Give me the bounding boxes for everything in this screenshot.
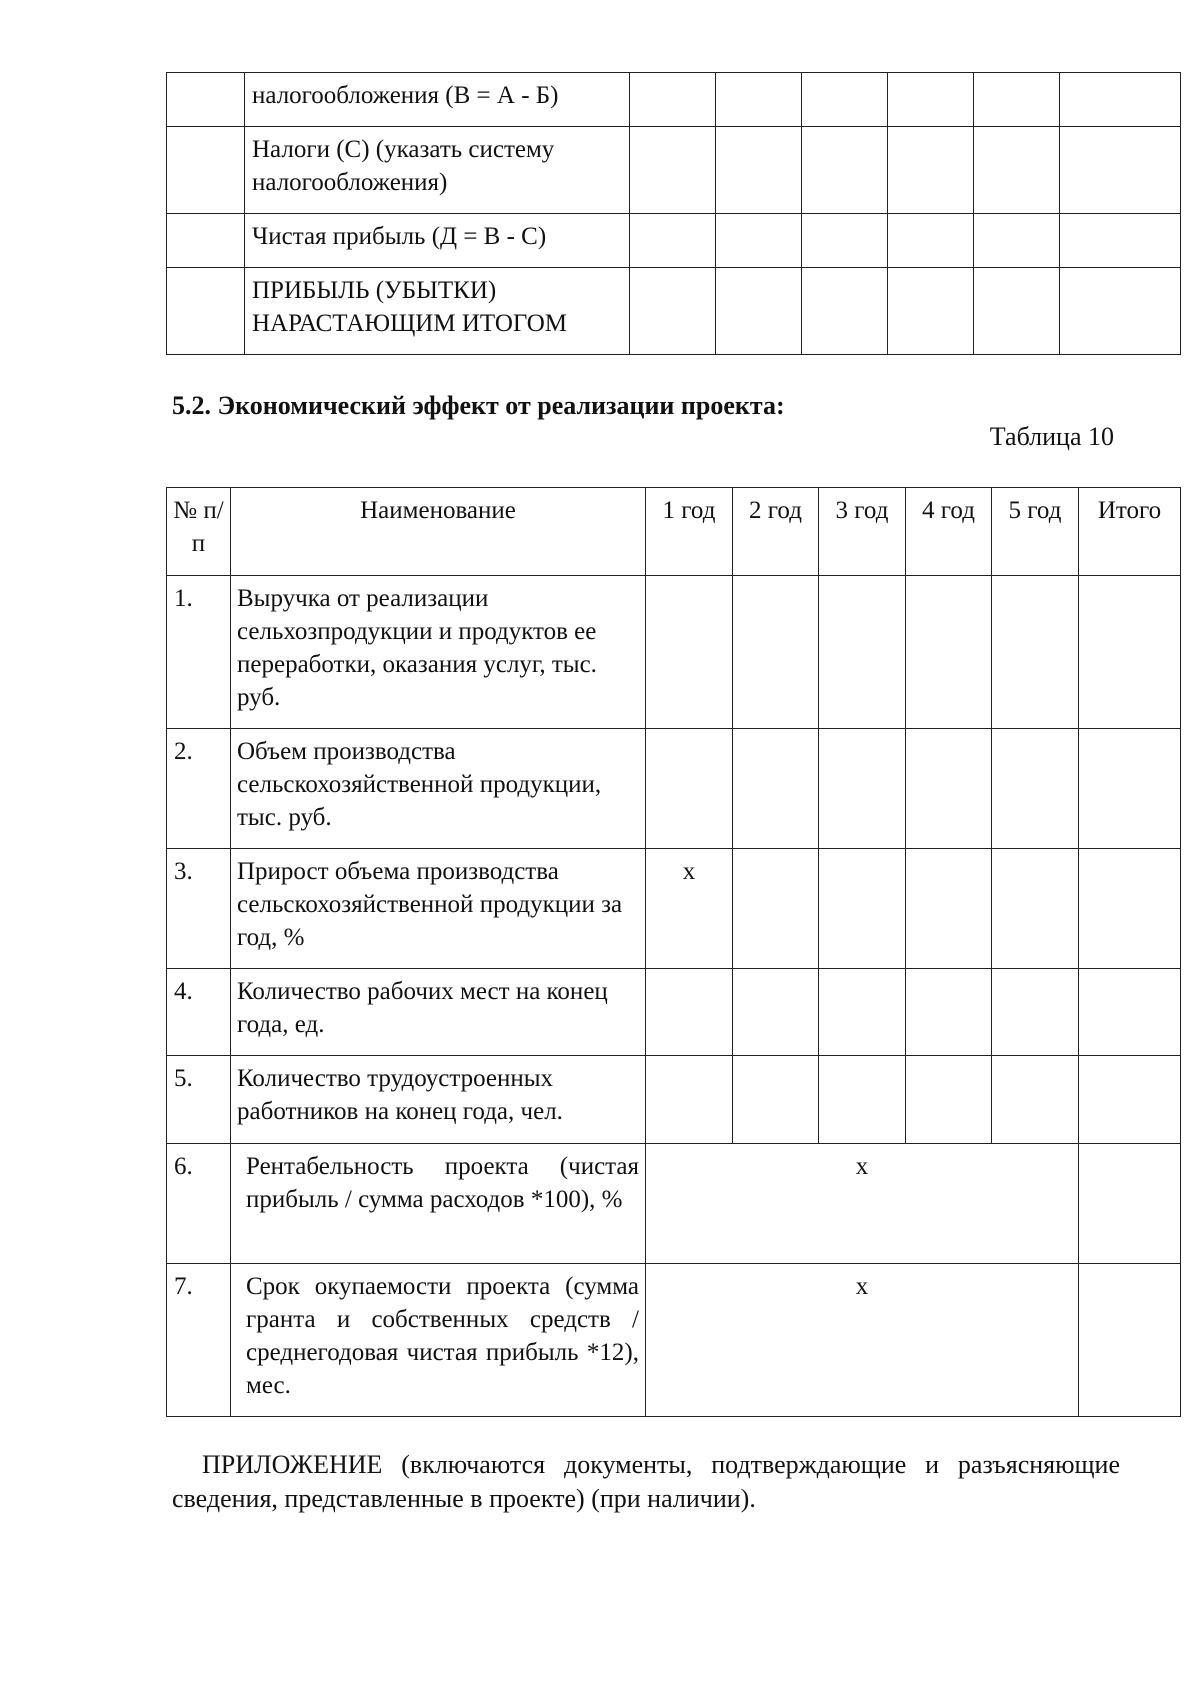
header-total: Итого (1079, 488, 1181, 576)
header-row (167, 488, 1181, 576)
profit-table-continuation (166, 72, 1181, 355)
row-label: Чистая прибыль (Д = В - С) (245, 214, 630, 268)
row-number: 3. (167, 849, 231, 969)
row-name: Рентабельность проекта (чистая прибыль / сумма расходов *100), % (231, 1144, 646, 1264)
row-label: ПРИБЫЛЬ (УБЫТКИ) НАРАСТАЮЩИМ ИТОГОМ (245, 268, 630, 355)
row-name: Количество трудоустроенных работников на конец года, чел. (231, 1056, 646, 1144)
row-number: 5. (167, 1056, 231, 1144)
table-row (167, 576, 1181, 729)
table-number-label: Таблица 10 (989, 422, 1114, 451)
table-row (167, 729, 1181, 849)
table-row (167, 127, 1181, 214)
header-year-3: 3 год (819, 488, 906, 576)
table-row (167, 969, 1181, 1056)
row-number: 4. (167, 969, 231, 1056)
table-row (167, 73, 1181, 127)
table-cell (167, 214, 245, 268)
header-year-5: 5 год (992, 488, 1079, 576)
row-name: Количество рабочих мест на конец года, ед. (231, 969, 646, 1056)
table-row (167, 1056, 1181, 1144)
row-number: 1. (167, 576, 231, 729)
table-row (167, 849, 1181, 969)
header-year-4: 4 год (906, 488, 992, 576)
header-num: № п/п (167, 488, 231, 576)
header-year-2: 2 год (733, 488, 819, 576)
header-year-1: 1 год (646, 488, 733, 576)
merged-years-mark: х (646, 1264, 1079, 1417)
row-number: 6. (167, 1144, 231, 1264)
row-label: Налоги (С) (указать систему налогообложения) (245, 127, 630, 214)
table-row (167, 1144, 1181, 1264)
row-name: Срок окупаемости проекта (сумма гранта и собственных средств / среднегодовая чистая прибыль *12), мес. (231, 1264, 646, 1417)
cell-year-1-mark: х (646, 849, 733, 969)
row-name: Объем производства сельскохозяйственной продукции, тыс. руб. (231, 729, 646, 849)
appendix-paragraph: ПРИЛОЖЕНИЕ (включаются документы, подтверждающие и разъясняющие сведения, представленные в проекте) (при наличии). (172, 1450, 1120, 1513)
row-name: Прирост объема производства сельскохозяйственной продукции за год, % (231, 849, 646, 969)
table-cell (167, 73, 245, 127)
header-name: Наименование (231, 488, 646, 576)
row-number: 7. (167, 1264, 231, 1417)
row-label: налогообложения (В = А - Б) (245, 73, 630, 127)
table-row (167, 214, 1181, 268)
row-number: 2. (167, 729, 231, 849)
table-cell (167, 268, 245, 355)
table-row (167, 268, 1181, 355)
merged-years-mark: х (646, 1144, 1079, 1264)
table-cell (167, 127, 245, 214)
row-name: Выручка от реализации сельхозпродукции и продуктов ее переработки, оказания услуг, тыс. руб. (231, 576, 646, 729)
section-title: 5.2. Экономический эффект от реализации проекта: (172, 391, 785, 420)
table-row (167, 1264, 1181, 1417)
economic-effect-table (166, 487, 1181, 1417)
